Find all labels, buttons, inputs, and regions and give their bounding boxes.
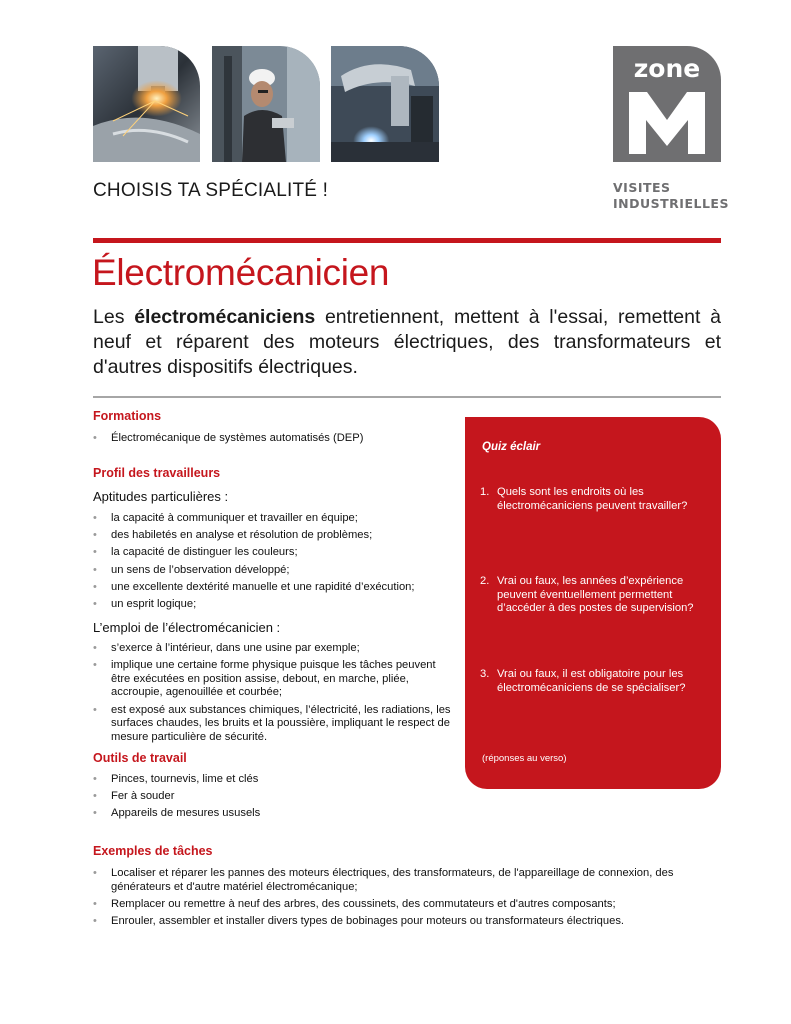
aptitudes-label: Aptitudes particulières : (93, 489, 229, 504)
quiz-question-text: Vrai ou faux, les années d’expérience peuvent éventuellement permettent d’accéder à des postes de supervision? (497, 575, 694, 615)
list-item: • Électromécanique de systèmes automatisés (DEP) (93, 432, 438, 446)
aptitudes-list (93, 512, 438, 615)
outils-heading: Outils de travail (93, 751, 187, 765)
outils-list (93, 773, 438, 825)
list-item: • Pinces, tournevis, lime et clés (93, 773, 438, 787)
intro-after: entretiennent, mettent à l'essai, remettent à neuf et réparent des moteurs électriques, des transformateurs et d'autres dispositifs électriques. (93, 306, 721, 378)
quiz-question-number: 3. (480, 668, 490, 680)
logo-m-letter-icon (627, 90, 707, 154)
header-photo-worker (212, 46, 320, 162)
header-photo-laser-cutting (93, 46, 200, 162)
list-item: • un esprit logique; (93, 598, 438, 612)
intro-before: Les (93, 306, 135, 328)
quiz-box (465, 417, 721, 789)
list-item: • un sens de l’observation développé; (93, 564, 438, 578)
list-item: • la capacité de distinguer les couleurs; (93, 546, 438, 560)
page-title: Électromécanicien (92, 252, 390, 293)
logo-subtitle-line2: INDUSTRIELLES (613, 196, 729, 211)
list-item: • Remplacer ou remettre à neuf des arbres, des coussinets, des commutateurs et d'autres composants; (93, 898, 721, 912)
list-item: • Enrouler, assembler et installer divers types de bobinages pour moteurs ou transformateurs électriques. (93, 915, 721, 929)
quiz-question-number: 1. (480, 486, 490, 498)
quiz-question (480, 486, 705, 513)
tagline: CHOISIS TA SPÉCIALITÉ ! (93, 180, 329, 201)
emploi-label: L’emploi de l’électromécanicien : (93, 620, 281, 635)
list-item: • s’exerce à l’intérieur, dans une usine par exemple; (93, 642, 458, 656)
grey-divider (93, 396, 721, 398)
list-item: • Appareils de mesures ususels (93, 807, 438, 821)
intro-bold: électromécaniciens (134, 306, 316, 328)
intro-paragraph (93, 305, 721, 380)
quiz-question (480, 575, 705, 616)
header-photo-welding-robot (331, 46, 439, 162)
logo-subtitle-line1: VISITES (613, 180, 671, 195)
profil-heading: Profil des travailleurs (93, 466, 221, 480)
emploi-list (93, 642, 458, 748)
quiz-question-number: 2. (480, 575, 490, 587)
formations-heading: Formations (93, 409, 162, 423)
quiz-question (480, 668, 705, 695)
logo-subtitle (613, 180, 729, 212)
list-item: • des habiletés en analyse et résolution de problèmes; (93, 529, 438, 543)
zone-m-logo (613, 46, 721, 162)
exemples-heading: Exemples de tâches (93, 844, 213, 858)
list-item: • une excellente dextérité manuelle et une rapidité d’exécution; (93, 581, 438, 595)
list-item: • la capacité à communiquer et travailler en équipe; (93, 512, 438, 526)
logo-word: zone (633, 54, 701, 83)
red-divider (93, 238, 721, 243)
quiz-title: Quiz éclair (482, 441, 541, 453)
list-item: • est exposé aux substances chimiques, l’électricité, les radiations, les surfaces chaudes, les bruits et la poussière, impliquant le respect de mesure particulière de sécurité. (93, 704, 458, 745)
list-item: • Fer à souder (93, 790, 438, 804)
exemples-list (93, 867, 721, 932)
list-item: • implique une certaine forme physique puisque les tâches peuvent être exécutées en position assise, debout, en marche, pliée, accroupie, agenouillée et courbée; (93, 659, 458, 700)
list-item: • Localiser et réparer les pannes des moteurs électriques, des transformateurs, de l'appareillage de connexion, des générateurs et d'autre matériel électromécanique; (93, 867, 721, 894)
quiz-answers-note: (réponses au verso) (482, 753, 567, 764)
quiz-question-text: Vrai ou faux, il est obligatoire pour les électromécaniciens de se spécialiser? (497, 668, 686, 694)
quiz-question-text: Quels sont les endroits où les électromécaniciens peuvent travailler? (497, 486, 688, 512)
formations-list (93, 432, 438, 449)
